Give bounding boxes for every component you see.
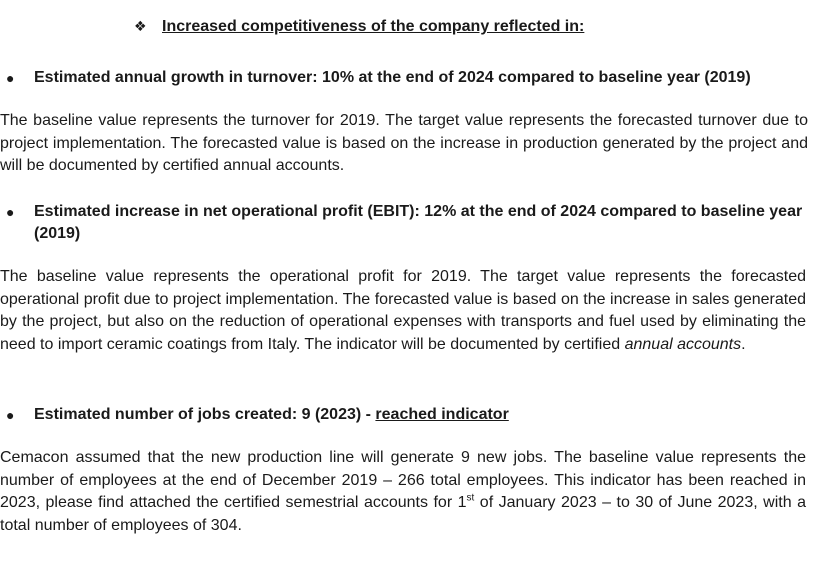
bullet-dot-icon: ●	[6, 70, 15, 86]
paragraph-jobs-b: of January 2023 – to 30 of June 2023, with a total number of employees of 304.	[0, 494, 806, 534]
paragraph-ebit-italic: annual accounts	[624, 335, 742, 353]
bullet-turnover-text: Estimated annual growth in turnover: 10% at the end of 2024 compared to baseline year (2019)	[34, 69, 751, 86]
bullet-ebit	[6, 201, 812, 245]
bullet-dot-icon: ●	[6, 204, 15, 220]
paragraph-jobs	[0, 447, 806, 537]
bullet-ebit-text: Estimated increase in net operational profit (EBIT): 12% at the end of 2024 compared to baseline year (2019)	[34, 203, 803, 242]
diamond-bullet-icon: ❖	[134, 18, 147, 34]
paragraph-turnover: The baseline value represents the turnover for 2019. The target value represents the forecasted turnover due to project implementation. The forecasted value is based on the increase in production generated by the project and will be documented by certified annual accounts.	[0, 112, 808, 174]
paragraph-ebit-main: The baseline value represents the operational profit for 2019. The target value represents the forecasted operational profit due to project implementation. The forecasted value is based on the increase in sales generated by the project, but also on the reduction of operational expenses with transports and fuel used by eliminating the need to import ceramic coatings from Italy. The indicator will be documented by certified	[0, 268, 806, 353]
reached-indicator-label: reached indicator	[375, 406, 509, 423]
bullet-dot-icon: ●	[6, 407, 15, 423]
bullet-turnover	[6, 67, 812, 89]
bullet-jobs	[6, 404, 812, 426]
paragraph-ebit	[0, 266, 806, 356]
bullet-jobs-text	[34, 404, 812, 426]
paragraph-ebit-end: .	[741, 335, 746, 353]
section-heading	[134, 18, 584, 36]
paragraph-jobs-sup: st	[466, 492, 475, 504]
paragraph-jobs-a: Cemacon assumed that the new production line will generate 9 new jobs. The baseline value represents the number of employees at the end of December 2019 – 266 total employees. This indicator has been reached in 2023, please find attached the certified semestrial accounts for 1	[0, 449, 806, 511]
section-heading-text: Increased competitiveness of the company reflected in:	[162, 18, 585, 35]
bullet-jobs-main: Estimated number of jobs created: 9 (2023) -	[34, 406, 376, 423]
